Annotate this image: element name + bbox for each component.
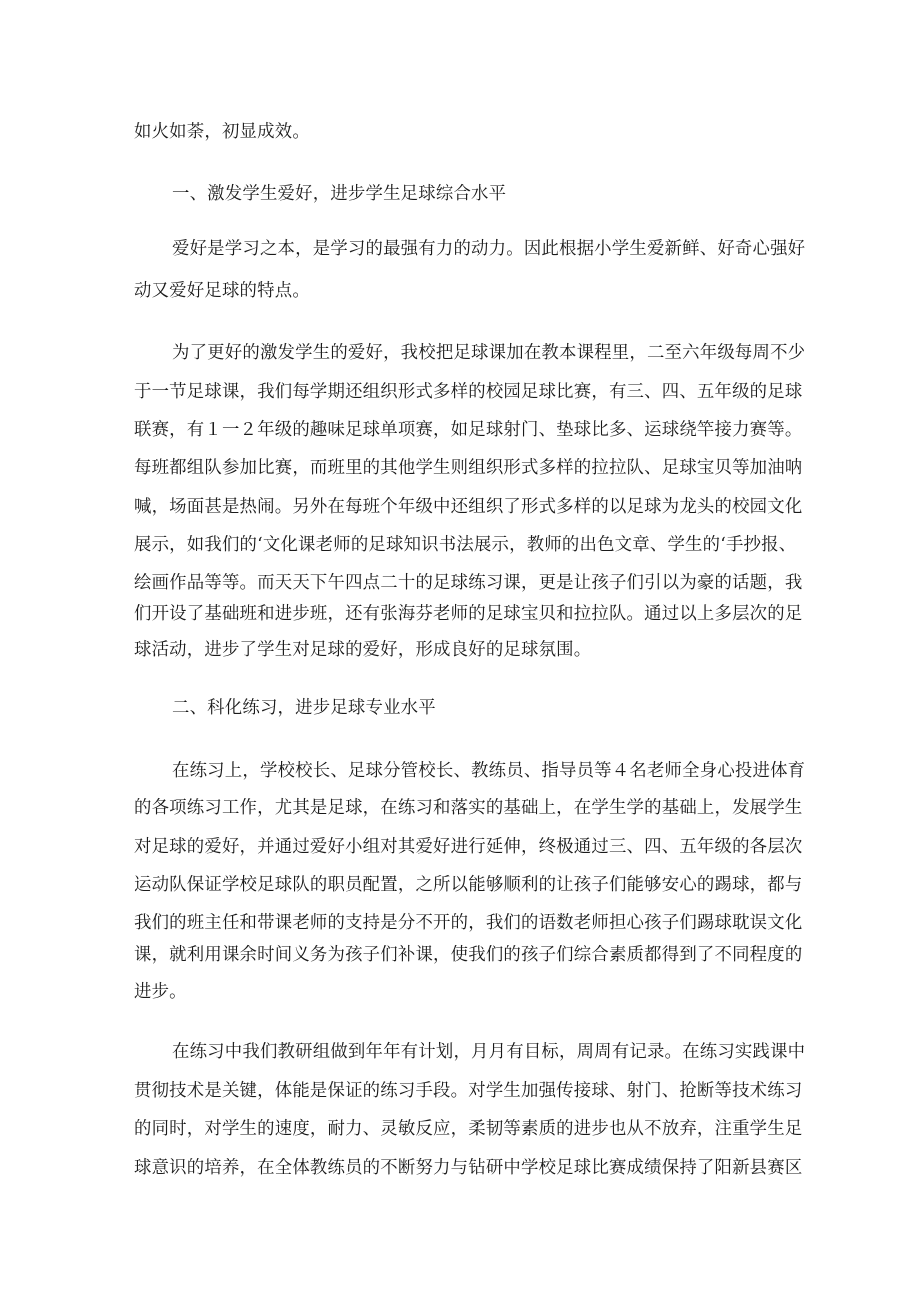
section-heading: 二、科化练习，进步足球专业水平 xyxy=(172,698,436,718)
text-line: 每班都组队参加比赛，而班里的其他学生则组织形式多样的拉拉队、足球宝贝等加油呐 xyxy=(134,458,803,478)
text-line: 在练习上，学校校长、足球分管校长、教练员、指导员等４名老师全身心投进体育 xyxy=(172,761,806,781)
text-line: 运动队保证学校足球队的职员配置，之所以能够顺利的让孩子们能够安心的踢球，都与 xyxy=(134,875,803,895)
text-line: 如火如荼，初显成效。 xyxy=(134,122,310,142)
text-line: 们开设了基础班和进步班，还有张海芬老师的足球宝贝和拉拉队。通过以上多层次的足 xyxy=(134,604,803,624)
text-line: 于一节足球课，我们每学期还组织形式多样的校园足球比赛，有三、四、五年级的足球 xyxy=(134,382,803,402)
text-line: 贯彻技术是关键，体能是保证的练习手段。对学生加强传接球、射门、抢断等技术练习 xyxy=(134,1081,803,1101)
text-line: 的同时，对学生的速度，耐力、灵敏反应，柔韧等素质的进步也从不放弃，注重学生足 xyxy=(134,1119,803,1139)
text-line: 动又爱好足球的特点。 xyxy=(134,281,310,301)
text-line: 对足球的爱好，并通过爱好小组对其爱好进行延伸，终极通过三、四、五年级的各层次 xyxy=(134,837,803,857)
text-line: 的各项练习工作，尤其是足球，在练习和落实的基础上，在学生学的基础上，发展学生 xyxy=(134,798,803,818)
text-line: 在练习中我们教研组做到年年有计划，月月有目标，周周有记录。在练习实践课中 xyxy=(172,1042,806,1062)
text-line: 球活动，进步了学生对足球的爱好，形成良好的足球氛围。 xyxy=(134,640,592,660)
text-line: 进步。 xyxy=(134,982,187,1002)
text-line: 展示，如我们的‘文化课老师的足球知识书法展示，教师的出色文章、学生的‘手抄报、 xyxy=(134,535,797,555)
text-line: 为了更好的激发学生的爱好，我校把足球课加在教本课程里，二至六年级每周不少 xyxy=(172,343,806,363)
text-line: 绘画作品等等。而天天下午四点二十的足球练习课，更是让孩子们引以为豪的话题，我 xyxy=(134,573,803,593)
text-line: 喊，场面甚是热闹。另外在每班个年级中还组织了形式多样的以足球为龙头的校园文化 xyxy=(134,497,803,517)
text-line: 我们的班主任和带课老师的支持是分不开的，我们的语数老师担心孩子们踢球耽误文化 xyxy=(134,913,803,933)
text-line: 联赛，有１一２年级的趣味足球单项赛，如足球射门、垫球比多、运球绕竿接力赛等。 xyxy=(134,420,803,440)
text-line: 爱好是学习之本，是学习的最强有力的动力。因此根据小学生爱新鲜、好奇心强好 xyxy=(172,239,806,259)
text-line: 球意识的培养，在全体教练员的不断努力与钻研中学校足球比赛成绩保持了阳新县赛区 xyxy=(134,1158,803,1178)
section-heading: 一、激发学生爱好，进步学生足球综合水平 xyxy=(172,184,507,204)
text-line: 课，就利用课余时间义务为孩子们补课，使我们的孩子们综合素质都得到了不同程度的 xyxy=(134,945,803,965)
